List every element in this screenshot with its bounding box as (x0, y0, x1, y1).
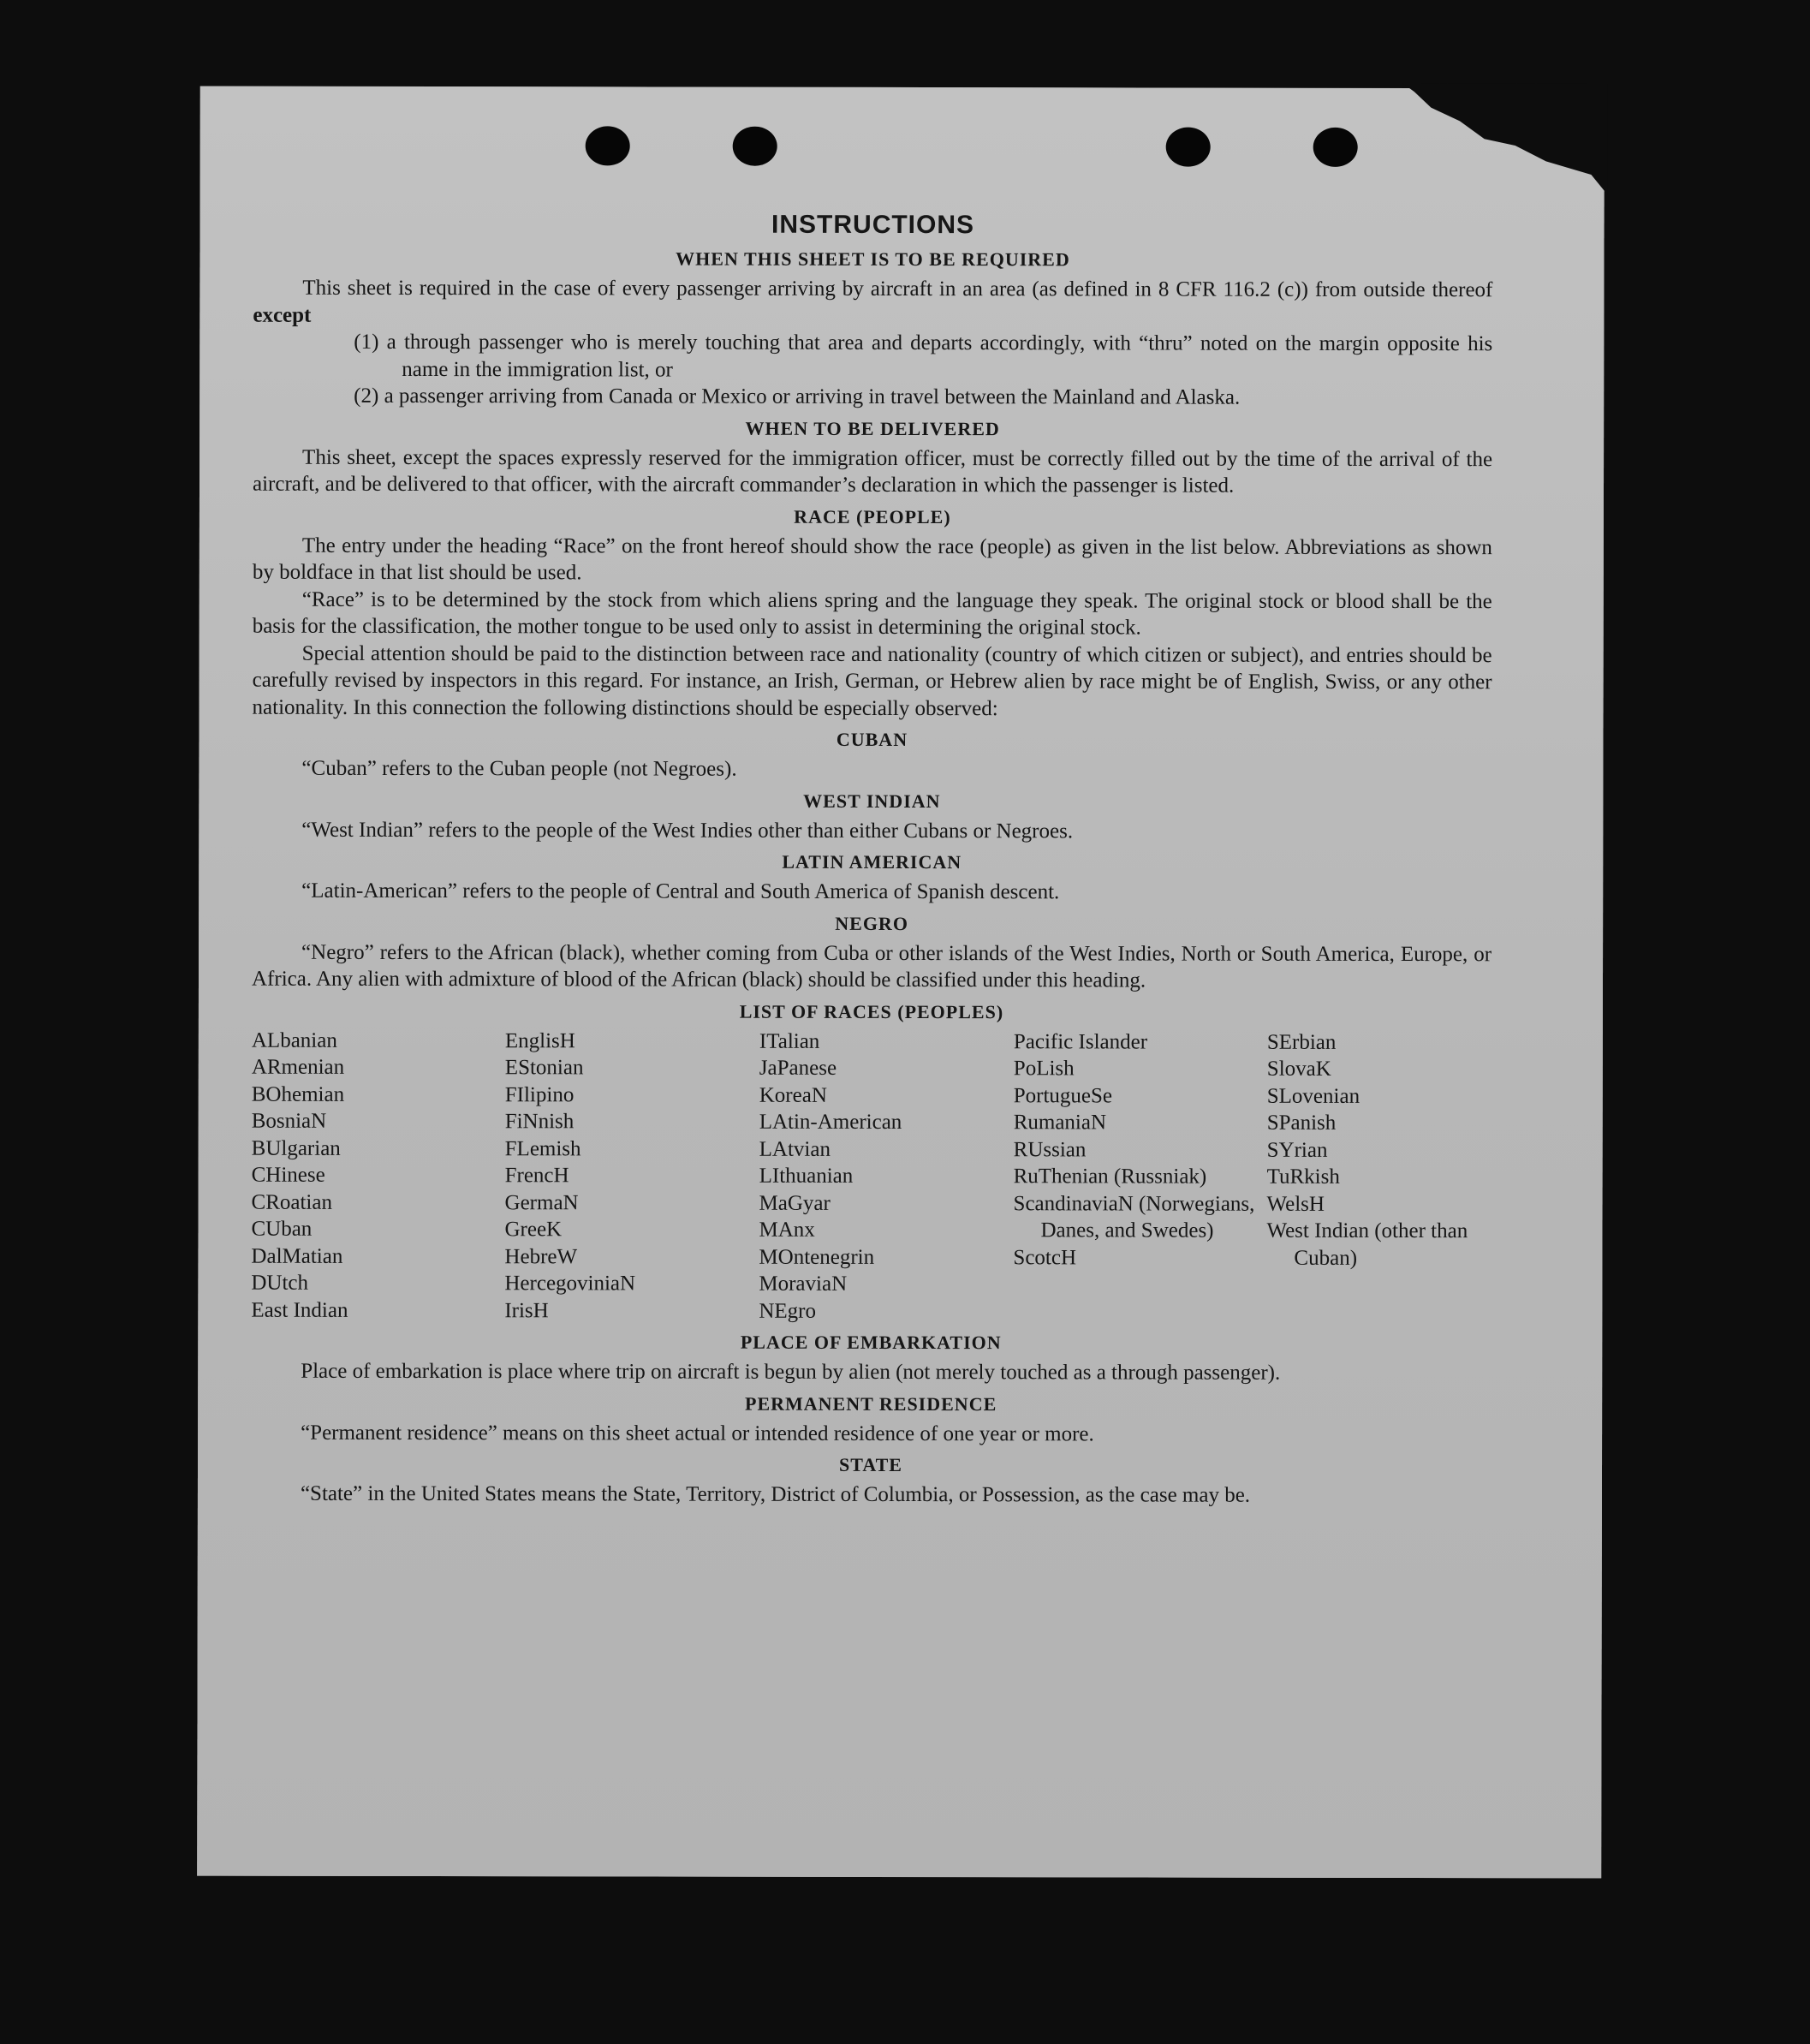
race-item: ALbanian (251, 1028, 337, 1052)
race-column-2 (504, 1028, 759, 1325)
exception-1: (1) a through passenger who is merely touching that area and departs accordingly, with “thru” noted on the margin opposite his name in the immigration list, or (354, 330, 1493, 382)
race-item: NEgro (759, 1299, 817, 1323)
race-item: FLemish (504, 1136, 581, 1160)
west-indian-text: “West Indian” refers to the people of the West Indies other than either Cubans or Negroes. (301, 818, 1074, 843)
race-column-5 (1266, 1028, 1491, 1326)
race-list (251, 1027, 1491, 1326)
race-item: GermaN (504, 1190, 579, 1214)
race-item: BOhemian (251, 1082, 345, 1106)
race-item: PortugueSe (1013, 1083, 1113, 1107)
punch-hole (733, 127, 777, 166)
punch-hole (586, 126, 630, 165)
race-column-1 (251, 1027, 505, 1324)
race-item: ScandinaviaN (Norwegians, Danes, and Swedes) (1013, 1191, 1255, 1242)
race-item: LIthuanian (759, 1164, 854, 1188)
negro-text: “Negro” refers to the African (black), whether coming from Cuba or other islands of the West Indies, North or South America, Europe, or Africa. Any alien with admixture of blood of the African (black) should be classified under this heading. (251, 940, 1492, 992)
instructions-content (251, 206, 1493, 1510)
race-item: EStonian (504, 1056, 584, 1080)
race-item: Pacific Islander (1013, 1029, 1148, 1054)
race-item: West Indian (other than Cuban) (1266, 1219, 1468, 1270)
state-text: “State” in the United States means the State, Territory, District of Columbia, or Possession, as the case may be. (300, 1481, 1251, 1507)
exception-2: (2) a passenger arriving from Canada or Mexico or arriving in travel between the Mainland and Alaska. (354, 384, 1241, 409)
race-item: LAtvian (759, 1137, 831, 1161)
torn-corner (1402, 83, 1608, 194)
race-item: CHinese (251, 1163, 325, 1187)
heading-list-of-races: LIST OF RACES (PEOPLES) (739, 1000, 1004, 1022)
race-item: MAnx (759, 1218, 815, 1242)
race-item: ARmenian (251, 1055, 345, 1079)
latin-american-text: “Latin-American” refers to the people of Central and South America of Spanish descent. (301, 879, 1060, 904)
race-item: WelsH (1266, 1192, 1325, 1216)
race-paragraph-1: The entry under the heading “Race” on the front hereof should show the race (people) as given in the list below. Abbreviations as shown by boldface in that list should be used. (252, 533, 1492, 585)
race-column-3 (759, 1028, 1014, 1325)
race-item: SLovenian (1266, 1084, 1360, 1108)
race-item: ScotcH (1013, 1245, 1077, 1269)
race-item: DalMatian (251, 1244, 343, 1268)
heading-when-delivered: WHEN TO BE DELIVERED (745, 417, 1000, 439)
race-item: DUtch (251, 1271, 309, 1295)
race-item: SlovaK (1266, 1057, 1331, 1081)
race-column-4 (1013, 1028, 1267, 1326)
race-item: RumaniaN (1013, 1111, 1107, 1135)
embarkation-text: Place of embarkation is place where trip on aircraft is begun by alien (not merely touched as a through passenger). (301, 1359, 1281, 1385)
when-delivered-text: This sheet, except the spaces expressly reserved for the immigration officer, must be correctly filled out by the time of the arrival of the aircraft, and be delivered to that officer, with the aircraft commander’s declaration in which the passenger is listed. (252, 445, 1493, 498)
race-paragraph-3: Special attention should be paid to the distinction between race and nationality (country of which citizen or subject), and entries should be carefully revised by inspectors in this regard. For instance, an Irish, German, or Hebrew alien by race might be of English, Swiss, or any other nationality. In this connection the following distinctions should be especially observed: (252, 641, 1492, 720)
race-item: IrisH (504, 1298, 549, 1322)
race-item: East Indian (251, 1298, 348, 1322)
heading-latin-american: LATIN AMERICAN (782, 850, 962, 873)
heading-permanent-residence: PERMANENT RESIDENCE (744, 1392, 997, 1415)
punch-hole (1313, 128, 1358, 167)
when-required-except: except (253, 303, 312, 327)
race-item: MOntenegrin (759, 1245, 875, 1269)
race-item: MaGyar (759, 1191, 831, 1215)
race-paragraph-2: “Race” is to be determined by the stock from which aliens spring and the language they speak. The original stock or blood shall be the basis for the classification, the mother tongue to be used only to assist in determining the original stock. (252, 587, 1492, 640)
heading-when-required: WHEN THIS SHEET IS TO BE REQUIRED (676, 247, 1070, 271)
page-title: INSTRUCTIONS (771, 210, 975, 240)
race-item: CUban (251, 1217, 313, 1241)
race-item: KoreaN (759, 1083, 827, 1107)
race-item: HercegoviniaN (504, 1272, 636, 1296)
race-item: BosniaN (251, 1109, 327, 1133)
heading-west-indian: WEST INDIAN (803, 790, 941, 812)
heading-negro: NEGRO (835, 912, 908, 934)
heading-embarkation: PLACE OF EMBARKATION (740, 1331, 1002, 1354)
document-sheet (197, 86, 1605, 1879)
race-item: EnglisH (504, 1028, 575, 1052)
heading-race: RACE (PEOPLE) (794, 505, 951, 527)
race-item: LAtin-American (759, 1110, 902, 1135)
race-item: PoLish (1013, 1057, 1075, 1081)
race-item: FrencH (504, 1164, 569, 1188)
race-item: GreeK (504, 1218, 563, 1242)
race-item: MoraviaN (759, 1272, 848, 1296)
when-required-intro: This sheet is required in the case of every passenger arriving by aircraft in an area (as defined in 8 CFR 116.2 (c)) from outside thereof (302, 276, 1493, 302)
race-item: HebreW (504, 1244, 578, 1268)
race-item: SYrian (1266, 1138, 1328, 1162)
race-item: TuRkish (1266, 1165, 1340, 1189)
heading-state: STATE (839, 1453, 902, 1476)
race-item: FIlipino (504, 1082, 575, 1106)
race-item: SPanish (1266, 1111, 1337, 1135)
residence-text: “Permanent residence” means on this sheet actual or intended residence of one year or more. (301, 1421, 1094, 1445)
race-item: ITalian (759, 1029, 820, 1053)
race-item: BUlgarian (251, 1136, 341, 1160)
race-item: CRoatian (251, 1190, 333, 1214)
race-item: RUssian (1013, 1137, 1087, 1161)
race-item: RuThenian (Russniak) (1013, 1165, 1207, 1189)
race-item: FiNnish (504, 1110, 575, 1134)
heading-cuban: CUBAN (836, 728, 908, 751)
punch-hole (1166, 128, 1211, 167)
race-item: SErbian (1266, 1030, 1337, 1054)
when-required-text (253, 275, 1492, 331)
race-item: JaPanese (759, 1056, 837, 1080)
cuban-text: “Cuban” refers to the Cuban people (not Negroes). (301, 756, 737, 781)
